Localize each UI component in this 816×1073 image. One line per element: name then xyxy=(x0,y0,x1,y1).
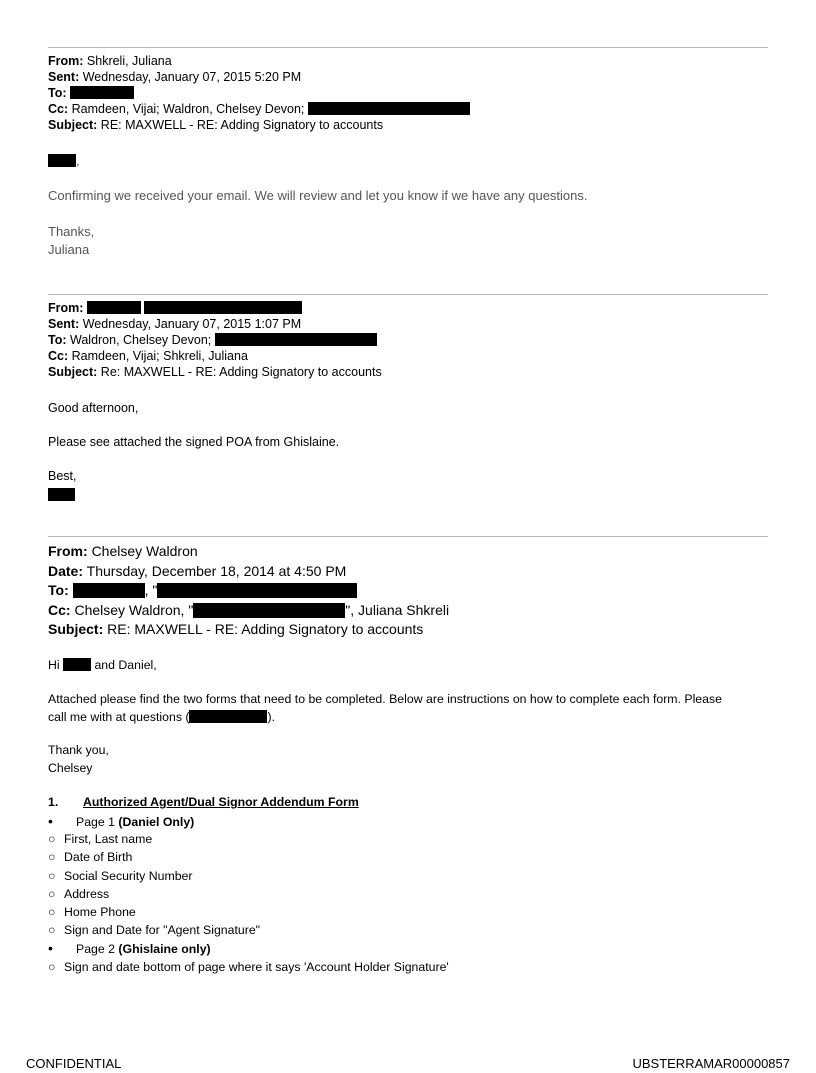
instruction-list xyxy=(48,812,449,976)
circle-bullet-icon: ○ xyxy=(48,850,56,865)
section-number: 1. xyxy=(48,795,59,809)
date-value: Thursday, December 18, 2014 at 4:50 PM xyxy=(86,562,347,579)
subject-value: Re: MAXWELL - RE: Adding Signatory to accounts xyxy=(100,365,382,379)
redaction-box xyxy=(48,488,75,501)
email2-body: Please see attached the signed POA from Ghislaine. xyxy=(48,435,340,449)
circle-bullet-icon: ○ xyxy=(48,923,56,938)
list-item: ○ Home Phone xyxy=(48,903,449,921)
email2-closing: Best, xyxy=(48,469,77,483)
redaction-box xyxy=(308,102,470,115)
from-label: From: xyxy=(48,301,84,315)
email1-header xyxy=(48,53,470,133)
list-item: • Page 1 (Daniel Only) xyxy=(48,813,195,829)
email1-closing: Thanks, xyxy=(48,224,95,239)
bullet-icon: • xyxy=(48,940,53,957)
to-label: To: xyxy=(48,86,67,100)
footer-confidential: CONFIDENTIAL xyxy=(26,1056,122,1071)
list-item: • Page 2 (Ghislaine only) xyxy=(48,940,211,957)
email3-paragraph: Attached please find the two forms that need to be completed. Below are instructions on how to complete each form. Please call me with at questions ( ). xyxy=(48,692,722,724)
circle-bullet-icon: ○ xyxy=(48,959,56,974)
footer-bates-number: UBSTERRAMAR00000857 xyxy=(632,1056,790,1071)
redaction-box xyxy=(144,301,302,314)
circle-bullet-icon: ○ xyxy=(48,868,56,883)
sent-label: Sent: xyxy=(48,70,80,84)
section-heading xyxy=(48,793,359,811)
email3-signature: Chelsey xyxy=(48,761,93,775)
email3-greeting: Hi and Daniel, xyxy=(48,658,157,672)
email2-signature xyxy=(48,486,75,504)
list-item: ○ Sign and Date for "Agent Signature" xyxy=(48,921,449,939)
list-item: ○ First, Last name xyxy=(48,830,449,848)
to-label: To: xyxy=(48,333,67,347)
redaction-box xyxy=(215,333,377,346)
subject-label: Subject: xyxy=(48,365,98,379)
subject-value: RE: MAXWELL - RE: Adding Signatory to accounts xyxy=(107,621,424,637)
cc-value: Ramdeen, Vijai; Shkreli, Juliana xyxy=(71,349,248,363)
to-value: Waldron, Chelsey Devon; xyxy=(70,333,212,347)
redaction-box xyxy=(70,86,134,99)
to-label: To: xyxy=(48,582,69,598)
redaction-box xyxy=(63,658,91,671)
cc-label: Cc: xyxy=(48,102,69,116)
email1-signature: Juliana xyxy=(48,242,90,257)
from-value: Chelsey Waldron xyxy=(91,543,198,559)
date-label: Date: xyxy=(48,562,84,579)
sent-value: Wednesday, January 07, 2015 5:20 PM xyxy=(82,70,302,84)
redaction-box xyxy=(48,154,76,167)
from-label: From: xyxy=(48,543,88,559)
email3-header: From: Chelsey Waldron Date: Thursday, December 18, 2014 at 4:50 PM To: , " Cc: Chelsey Waldron, " ", Juliana Shkreli Subject: RE: MAXWELL - RE: Adding Signatory to accounts xyxy=(48,543,450,637)
email3-closing: Thank you, xyxy=(48,743,109,757)
divider-lower xyxy=(48,536,768,537)
circle-bullet-icon: ○ xyxy=(48,886,56,901)
email2-header xyxy=(48,300,382,380)
list-item: ○ Date of Birth xyxy=(48,848,449,866)
cc-value: Ramdeen, Vijai; Waldron, Chelsey Devon; xyxy=(71,102,305,116)
list-item: ○ Social Security Number xyxy=(48,867,449,885)
circle-bullet-icon: ○ xyxy=(48,832,56,847)
redaction-box xyxy=(87,301,141,314)
redaction-box xyxy=(189,710,267,723)
email2-greeting: Good afternoon, xyxy=(48,401,139,415)
subject-value: RE: MAXWELL - RE: Adding Signatory to accounts xyxy=(100,118,384,132)
subject-label: Subject: xyxy=(48,621,104,637)
sent-value: Wednesday, January 07, 2015 1:07 PM xyxy=(82,317,302,331)
sent-label: Sent: xyxy=(48,317,80,331)
circle-bullet-icon: ○ xyxy=(48,904,56,919)
list-item: ○ Address xyxy=(48,885,449,903)
redaction-box xyxy=(193,603,345,618)
redaction-box xyxy=(73,583,145,598)
email1-greeting: , xyxy=(48,152,80,170)
cc-label: Cc: xyxy=(48,601,71,618)
from-value: Shkreli, Juliana xyxy=(86,54,172,68)
cc-label: Cc: xyxy=(48,349,69,363)
divider-middle xyxy=(48,294,768,295)
redaction-box xyxy=(157,583,357,598)
list-item: ○ Sign and date bottom of page where it says 'Account Holder Signature' xyxy=(48,958,449,976)
subject-label: Subject: xyxy=(48,118,98,132)
section-title: Authorized Agent/Dual Signor Addendum Form xyxy=(83,795,359,809)
email1-body: Confirming we received your email. We will review and let you know if we have any questions. xyxy=(48,188,588,203)
divider-top xyxy=(48,47,768,48)
bullet-icon: • xyxy=(48,813,53,829)
from-label: From: xyxy=(48,54,84,68)
